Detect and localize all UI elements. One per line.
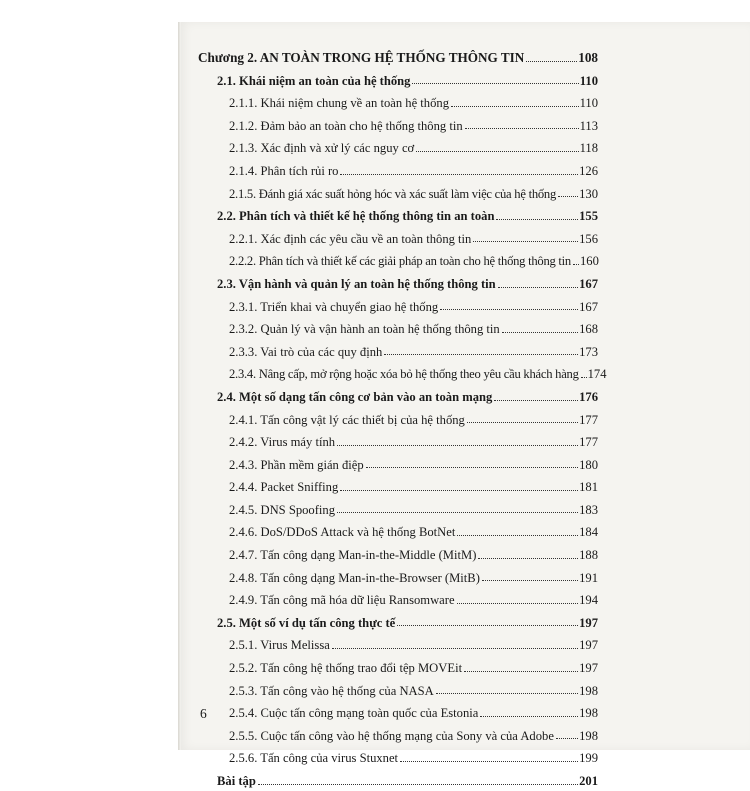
toc-subsection-entry (198, 429, 598, 452)
toc-entry-label: 2.5.5. Cuộc tấn công vào hệ thống mạng của Sony và của Adobe (229, 728, 554, 743)
toc-entry-label: 2.4.2. Virus máy tính (229, 435, 336, 450)
toc-entry-page: 197 (579, 638, 598, 653)
toc-entry-label: 2.4.1. Tấn công vật lý các thiết bị của hệ thống (229, 412, 465, 427)
dot-leader (482, 580, 578, 581)
dot-leader (478, 558, 578, 559)
dot-leader (502, 332, 578, 333)
toc-entry-page: 197 (579, 615, 598, 630)
dot-leader (366, 467, 578, 468)
toc-entry-label: Bài tập (217, 774, 256, 788)
dot-leader (581, 377, 587, 378)
dot-leader (340, 490, 578, 491)
dot-leader (467, 422, 578, 423)
toc-subsection-entry (198, 497, 598, 520)
dot-leader (496, 219, 578, 220)
toc-subsection-entry (198, 226, 598, 249)
toc-entry-label: 2.4.6. DoS/DDoS Attack và hệ thống BotNet (229, 525, 456, 540)
toc-entry-label: 2.4.3. Phần mềm gián điệp (229, 457, 364, 472)
toc-subsection-entry (198, 407, 598, 430)
toc-entry-page: 155 (579, 209, 598, 224)
toc-subsection-entry (198, 723, 598, 746)
toc-entry-label: 2.1.4. Phân tích rủi ro (229, 163, 339, 178)
toc-entry-page: 176 (579, 389, 598, 404)
toc-entry-page: 173 (579, 344, 598, 359)
toc-entry-page: 188 (579, 548, 598, 563)
toc-subsection-entry (198, 452, 598, 475)
toc-entry-page: 130 (579, 186, 598, 201)
toc-entry-label: 2.2.1. Xác định các yêu cầu về an toàn thông tin (229, 231, 472, 246)
dot-leader (464, 671, 578, 672)
toc-subsection-entry (198, 587, 598, 610)
toc-subsection-entry (198, 700, 598, 723)
toc-entry-page: 108 (578, 50, 598, 66)
toc-exercises-entry (198, 768, 598, 791)
toc-entry-page: 198 (579, 706, 598, 721)
toc-entry-page: 118 (579, 141, 598, 156)
toc-subsection-entry (198, 632, 598, 655)
toc-entry-page: 126 (579, 163, 598, 178)
toc-section-entry (198, 203, 598, 226)
toc-subsection-entry (198, 316, 598, 339)
dot-leader (337, 445, 578, 446)
toc-entry-label: 2.1.2. Đảm bảo an toàn cho hệ thống thông tin (229, 118, 463, 133)
toc-entry-label: 2.4.7. Tấn công dạng Man-in-the-Middle (MitM) (229, 548, 477, 563)
dot-leader (332, 648, 578, 649)
toc-subsection-entry (198, 565, 598, 588)
dot-leader (384, 354, 578, 355)
toc-subsection-entry (198, 90, 598, 113)
page-spine-shadow (178, 22, 181, 750)
toc-entry-label: 2.5. Một số ví dụ tấn công thực tế (217, 615, 396, 630)
toc-entry-page: 191 (579, 570, 598, 585)
toc-entry-page: 184 (579, 525, 598, 540)
dot-leader (412, 83, 578, 84)
toc-entry-page: 183 (579, 502, 598, 517)
dot-leader (457, 603, 579, 604)
dot-leader (494, 400, 578, 401)
toc-subsection-entry (198, 745, 598, 768)
toc-entry-page: 110 (579, 96, 598, 111)
dot-leader (397, 625, 578, 626)
toc-entry-label: 2.1.5. Đánh giá xác suất hỏng hóc và xác suất làm việc của hệ thống (229, 186, 557, 201)
toc-entry-label: 2.1.3. Xác định và xử lý các nguy cơ (229, 141, 415, 156)
toc-subsection-entry (198, 248, 598, 271)
toc-entry-page: 156 (579, 231, 598, 246)
toc-entry-page: 177 (579, 412, 598, 427)
dot-leader (558, 196, 578, 197)
toc-entry-page: 194 (579, 593, 598, 608)
toc-subsection-entry (198, 474, 598, 497)
toc-entry-label: 2.3.3. Vai trò của các quy định (229, 344, 383, 359)
toc-entry-page: 160 (579, 254, 599, 269)
toc-entry-label: 2.4.5. DNS Spoofing (229, 502, 336, 517)
toc-entry-label: 2.3.2. Quản lý và vận hành an toàn hệ thống thông tin (229, 322, 500, 337)
table-of-contents (198, 45, 607, 791)
dot-leader (400, 761, 578, 762)
dot-leader (451, 106, 579, 107)
toc-entry-label: 2.3. Vận hành và quản lý an toàn hệ thống thông tin (217, 276, 496, 291)
toc-subsection-entry (198, 135, 598, 158)
toc-subsection-entry (198, 361, 607, 384)
dot-leader (480, 716, 578, 717)
toc-entry-label: 2.5.6. Tấn công của virus Stuxnet (229, 751, 399, 766)
toc-entry-page: 167 (579, 299, 598, 314)
dot-leader (436, 693, 578, 694)
dot-leader (258, 784, 578, 785)
toc-section-entry (198, 271, 598, 294)
toc-entry-page: 180 (579, 457, 598, 472)
toc-entry-page: 197 (579, 661, 598, 676)
toc-subsection-entry (198, 181, 598, 204)
toc-entry-label: 2.5.1. Virus Melissa (229, 638, 330, 653)
toc-entry-page: 198 (579, 728, 598, 743)
toc-subsection-entry (198, 542, 598, 565)
toc-entry-label: 2.2.2. Phân tích và thiết kế các giải pháp an toàn cho hệ thống thông tin (229, 254, 571, 269)
toc-subsection-entry (198, 519, 598, 542)
dot-leader (556, 738, 578, 739)
dot-leader (465, 128, 579, 129)
toc-subsection-entry (198, 655, 598, 678)
toc-entry-label: 2.5.3. Tấn công vào hệ thống của NASA (229, 683, 434, 698)
toc-subsection-entry (198, 294, 598, 317)
toc-section-entry (198, 68, 598, 91)
toc-subsection-entry (198, 678, 598, 701)
dot-leader (340, 174, 578, 175)
toc-entry-label: 2.3.1. Triển khai và chuyển giao hệ thống (229, 299, 439, 314)
page-number: 6 (200, 706, 207, 721)
toc-entry-page: 168 (579, 322, 598, 337)
toc-entry-label: 2.4.8. Tấn công dạng Man-in-the-Browser (MitB) (229, 570, 480, 585)
toc-entry-page: 174 (587, 367, 607, 382)
dot-leader (473, 241, 578, 242)
toc-entry-label: 2.1.1. Khái niệm chung về an toàn hệ thống (229, 96, 449, 111)
toc-entry-page: 177 (579, 435, 598, 450)
toc-section-entry (198, 384, 598, 407)
dot-leader (416, 151, 578, 152)
toc-entry-label: 2.5.4. Cuộc tấn công mạng toàn quốc của Estonia (229, 706, 479, 721)
toc-chapter-entry (198, 45, 598, 68)
toc-subsection-entry (198, 113, 598, 136)
toc-entry-page: 198 (579, 683, 598, 698)
toc-entry-label: 2.2. Phân tích và thiết kế hệ thống thông tin an toàn (217, 209, 495, 224)
toc-entry-label: 2.5.2. Tấn công hệ thống trao đổi tệp MOVEit (229, 661, 463, 676)
toc-entry-page: 201 (579, 774, 598, 788)
dot-leader (337, 512, 578, 513)
toc-entry-page: 113 (579, 118, 598, 133)
toc-entry-label: 2.4.4. Packet Sniffing (229, 480, 339, 495)
toc-section-entry (198, 610, 598, 633)
toc-entry-page: 199 (579, 751, 598, 766)
toc-entry-label: 2.3.4. Nâng cấp, mở rộng hoặc xóa bỏ hệ thống theo yêu cầu khách hàng (229, 367, 579, 382)
toc-entry-label: 2.1. Khái niệm an toàn của hệ thống (217, 73, 411, 88)
toc-subsection-entry (198, 158, 598, 181)
toc-subsection-entry (198, 339, 598, 362)
dot-leader (526, 61, 577, 62)
dot-leader (573, 264, 579, 265)
toc-entry-label: 2.4.9. Tấn công mã hóa dữ liệu Ransomware (229, 593, 455, 608)
toc-entry-page: 181 (579, 480, 598, 495)
dot-leader (498, 287, 578, 288)
toc-entry-page: 167 (579, 276, 598, 291)
toc-entry-label: 2.4. Một số dạng tấn công cơ bản vào an toàn mạng (217, 389, 493, 404)
dot-leader (440, 309, 578, 310)
dot-leader (457, 535, 578, 536)
toc-entry-label: Chương 2. AN TOÀN TRONG HỆ THỐNG THÔNG TIN (198, 50, 525, 66)
toc-entry-page: 110 (579, 73, 598, 88)
